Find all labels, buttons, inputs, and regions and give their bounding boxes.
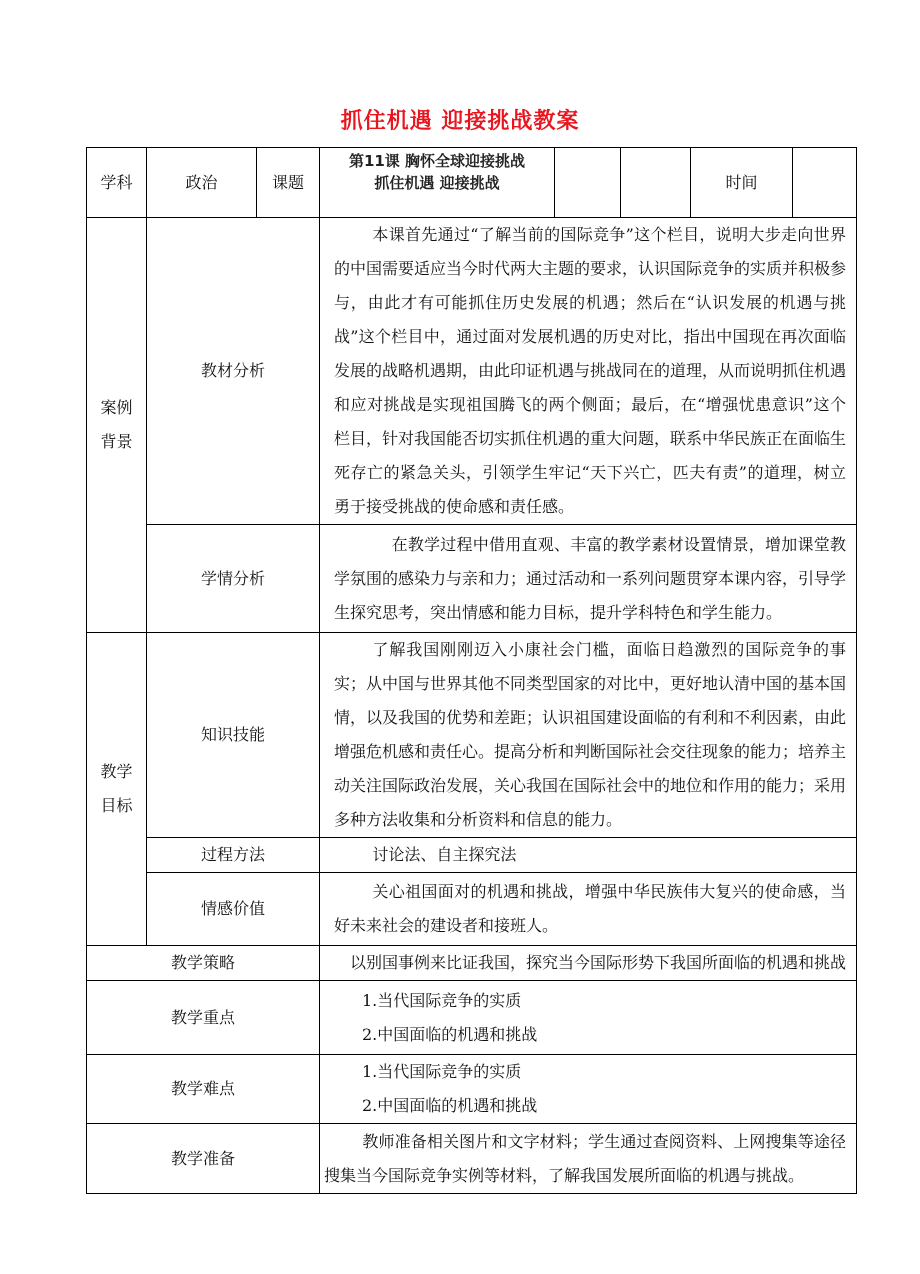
case-background-label: 案例 背景 <box>87 218 147 633</box>
textbook-analysis-text: 本课首先通过“了解当前的国际竞争”这个栏目，说明大步走向世界的中国需要适应当今时代两大主题的要求，认识国际竞争的实质并积极参与，由此才有可能抓住历史发展的机遇；然后在“认识发展的机遇与挑战”这个栏目中，通过面对发展机遇的历史对比，指出中国现在再次面临发展的战略机遇期，由此印证机遇与挑战同在的道理，从而说明抓住机遇和应对挑战是实现祖国腾飞的两个侧面；最后，在“增强忧患意识”这个栏目，针对我国能否切实抓住机遇的重大问题，联系中华民族正在面临生死存亡的紧急关头，引领学生牢记“天下兴亡，匹夫有责”的道理，树立勇于接受挑战的使命感和责任感。 <box>320 218 857 525</box>
student-analysis-row <box>87 525 857 633</box>
topic-label: 课题 <box>257 148 320 218</box>
emotion-text: 关心祖国面对的机遇和挑战，增强中华民族伟大复兴的使命感，当好未来社会的建设者和接班人。 <box>320 873 857 946</box>
topic-line-2: 抓住机遇 迎接挑战 <box>374 174 500 192</box>
emotion-row <box>87 873 857 946</box>
topic-line-1: 第11课 胸怀全球迎接挑战 <box>348 152 526 170</box>
topic-value <box>320 148 555 218</box>
knowledge-text: 了解我国刚刚迈入小康社会门槛，面临日趋激烈的国际竞争的事实；从中国与世界其他不同类型国家的对比中，更好地认清中国的基本国情，以及我国的优势和差距；认识祖国建设面临的有利和不利因素，由此增强危机感和责任心。提高分析和判断国际社会交往现象的能力；培养主动关注国际政治发展，关心我国在国际社会中的地位和作用的能力；采用多种方法收集和分析资料和信息的能力。 <box>320 633 857 838</box>
process-row <box>87 838 857 873</box>
difficulties-row <box>87 1055 857 1124</box>
list-item: 1.当代国际竞争的实质 <box>362 990 522 1010</box>
subject-value: 政治 <box>147 148 257 218</box>
difficulties-list <box>320 1055 857 1124</box>
strategy-text: 以别国事例来比证我国，探究当今国际形势下我国所面临的机遇和挑战 <box>320 946 857 981</box>
key-points-label: 教学重点 <box>87 981 320 1055</box>
student-analysis-text: 在教学过程中借用直观、丰富的教学素材设置情景，增加课堂教学氛围的感染力与亲和力；通过活动和一系列问题贯穿本课内容，引导学生探究思考，突出情感和能力目标，提升学科特色和学生能力。 <box>320 525 857 633</box>
knowledge-label: 知识技能 <box>147 633 320 838</box>
time-value <box>793 148 857 218</box>
document-title: 抓住机遇 迎接挑战教案 <box>340 109 580 134</box>
preparation-row <box>87 1124 857 1194</box>
key-points-list <box>320 981 857 1055</box>
textbook-analysis-row <box>87 218 857 525</box>
strategy-label: 教学策略 <box>87 946 320 981</box>
time-label: 时间 <box>691 148 793 218</box>
teaching-goals-label: 教学 目标 <box>87 633 147 946</box>
process-label: 过程方法 <box>147 838 320 873</box>
emotion-label: 情感价值 <box>147 873 320 946</box>
process-text: 讨论法、自主探究法 <box>320 838 857 873</box>
key-points-row <box>87 981 857 1055</box>
empty-cell-2 <box>621 148 691 218</box>
preparation-label: 教学准备 <box>87 1124 320 1194</box>
preparation-text: 教师准备相关图片和文字材料；学生通过查阅资料、上网搜集等途径搜集当今国际竞争实例等材料，了解我国发展所面临的机遇与挑战。 <box>320 1124 857 1194</box>
difficulties-label: 教学难点 <box>87 1055 320 1124</box>
knowledge-row <box>87 633 857 838</box>
list-item: 1.当代国际竞争的实质 <box>362 1062 522 1081</box>
header-row <box>87 148 857 218</box>
student-analysis-label: 学情分析 <box>147 525 320 633</box>
list-item: 2.中国面临的机遇和挑战 <box>362 1024 538 1044</box>
strategy-row <box>87 946 857 981</box>
subject-label: 学科 <box>87 148 147 218</box>
lesson-plan-table <box>86 147 857 1194</box>
textbook-analysis-label: 教材分析 <box>147 218 320 525</box>
empty-cell-1 <box>555 148 621 218</box>
list-item: 2.中国面临的机遇和挑战 <box>362 1096 538 1115</box>
